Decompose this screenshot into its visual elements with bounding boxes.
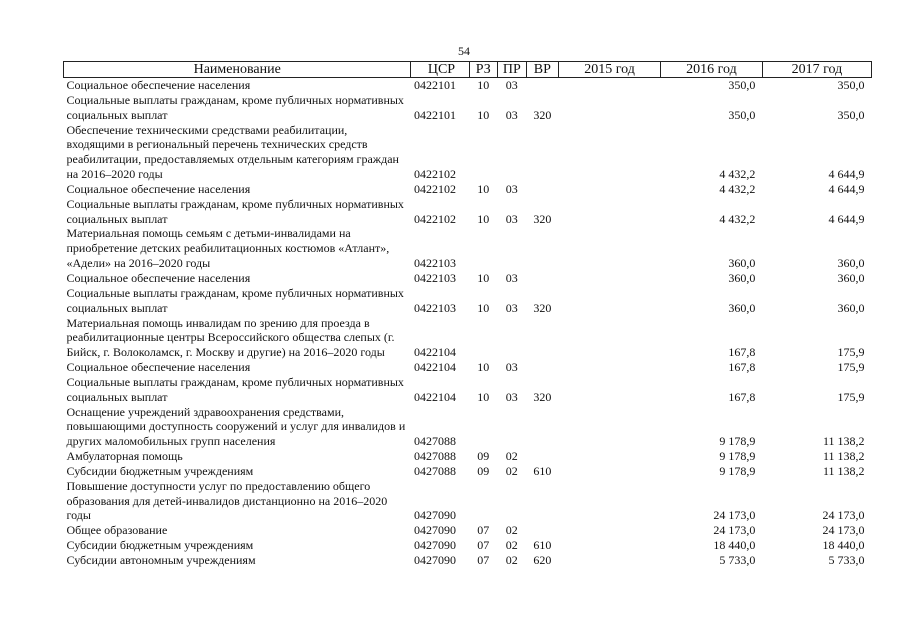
row-vr [526,360,559,375]
row-2015 [559,538,661,553]
row-csr: 0422103 [413,256,456,271]
row-2015 [559,360,661,375]
table-header-row [64,62,872,78]
row-name: Материальная помощь инвалидам по зрению для проезда в реабилитационные центры Всероссийского общества слепых (г. Бийск, г. Волоколамск, г. Москву и другие) на 2016–2020 годы [66,315,395,360]
row-name: Повышение доступности услуг по предоставлению общего образования для детей-инвалидов дистанционно на 2016–2020 годы [66,478,388,523]
table-row [64,182,872,197]
row-2016: 350,0 [728,78,756,92]
row-name: Социальное обеспечение населения [66,78,251,92]
row-vr: 620 [533,553,552,567]
row-rz: 07 [477,538,490,553]
row-rz [469,479,498,524]
row-vr [526,523,559,538]
row-pr [498,123,527,182]
row-2016: 24 173,0 [713,523,756,538]
table-row [64,197,872,227]
table-row [64,553,872,568]
row-2016: 5 733,0 [719,553,756,567]
row-rz [469,405,498,450]
row-2015 [559,78,661,93]
table-row [64,226,872,271]
row-2017: 175,9 [837,389,865,404]
row-2016: 350,0 [728,107,756,122]
table-row [64,405,872,450]
row-2016: 9 178,9 [719,434,756,449]
row-name: Субсидии бюджетным учреждениям [66,538,254,553]
row-vr [526,479,559,524]
row-2016: 360,0 [728,270,756,285]
row-vr [526,271,559,286]
row-2017: 5 733,0 [828,553,865,567]
row-pr [498,316,527,361]
row-2016: 167,8 [728,345,756,360]
row-2016: 24 173,0 [713,508,756,523]
row-vr: 320 [533,389,552,404]
row-name: Амбулаторная помощь [66,449,183,464]
table-row [64,316,872,361]
row-vr: 610 [533,538,552,553]
row-pr: 03 [505,107,518,122]
row-pr [498,479,527,524]
row-vr [526,449,559,464]
row-csr: 0427090 [413,523,456,538]
row-2015 [559,464,661,479]
row-vr: 320 [533,300,552,315]
row-2017: 350,0 [837,107,865,122]
row-2016: 9 178,9 [719,449,756,464]
page-number: 54 [458,44,470,58]
row-name: Социальные выплаты гражданам, кроме публичных нормативных социальных выплат [66,285,404,315]
row-name: Субсидии автономным учреждениям [66,553,256,567]
row-vr: 320 [533,107,552,122]
row-2017: 350,0 [837,78,865,92]
row-rz: 10 [477,107,490,122]
row-vr: 320 [533,211,552,226]
row-2015 [559,375,661,405]
header-2016: 2016 год [661,62,763,78]
row-2017: 360,0 [837,300,865,315]
row-csr: 0422103 [413,300,456,315]
row-2015 [559,226,661,271]
row-name: Социальное обеспечение населения [66,360,251,375]
row-rz: 10 [477,270,490,285]
row-csr: 0427090 [413,508,456,523]
header-pr: ПР [498,62,527,78]
row-rz: 09 [477,463,490,478]
row-rz: 07 [477,523,490,538]
row-csr: 0422102 [413,211,456,226]
row-2016: 167,8 [728,360,756,375]
row-csr: 0427088 [413,449,456,464]
row-pr: 02 [505,553,518,567]
row-rz: 09 [477,449,490,464]
row-csr: 0427088 [413,463,456,478]
table-row [64,360,872,375]
row-2017: 360,0 [837,270,865,285]
row-2016: 4 432,2 [719,167,756,182]
row-rz [469,226,498,271]
row-csr: 0422101 [413,107,456,122]
row-name: Оснащение учреждений здравоохранения средствами, повышающими доступность сооружений и услуг для инвалидов и других маломобильных групп населения [66,404,406,449]
row-name: Социальные выплаты гражданам, кроме публичных нормативных социальных выплат [66,92,404,122]
row-name: Социальные выплаты гражданам, кроме публичных нормативных социальных выплат [66,374,404,404]
header-rz: РЗ [469,62,498,78]
row-2017: 360,0 [837,256,865,271]
row-vr [526,405,559,450]
table-row [64,449,872,464]
row-2016: 360,0 [728,256,756,271]
row-2015 [559,316,661,361]
row-csr: 0422104 [413,345,456,360]
row-2015 [559,523,661,538]
table-row [64,479,872,524]
row-vr [526,78,559,93]
table-body [64,78,872,568]
row-pr: 03 [505,78,518,92]
row-pr: 03 [505,211,518,226]
row-2017: 175,9 [837,360,865,375]
row-csr: 0422102 [413,181,456,196]
row-rz: 10 [477,78,490,92]
row-2017: 18 440,0 [822,538,865,553]
budget-table [63,61,872,568]
table-row [64,78,872,93]
row-2015 [559,93,661,123]
row-csr: 0422104 [413,360,456,375]
table-row [64,375,872,405]
row-2016: 18 440,0 [713,538,756,553]
row-vr: 610 [533,463,552,478]
row-vr [526,226,559,271]
row-name: Обеспечение техническими средствами реабилитации, входящими в региональный перечень технических средств реабилитации, предоставляемых отдельным категориям граждан на 2016–2020 годы [66,122,399,182]
row-pr: 02 [505,463,518,478]
row-csr: 0422103 [413,270,456,285]
row-rz [469,316,498,361]
row-vr [526,316,559,361]
row-rz [469,123,498,182]
table-row [64,523,872,538]
row-rz: 10 [477,211,490,226]
row-2015 [559,553,661,568]
row-2017: 4 644,9 [828,181,865,196]
row-2017: 24 173,0 [822,523,865,538]
row-name: Социальное обеспечение населения [66,181,251,196]
row-csr: 0427090 [413,553,456,567]
row-2017: 11 138,2 [822,449,865,464]
row-rz: 10 [477,360,490,375]
row-pr [498,226,527,271]
table-row [64,123,872,182]
row-2015 [559,182,661,197]
row-pr: 03 [505,181,518,196]
table-row [64,93,872,123]
row-2016: 360,0 [728,300,756,315]
row-2015 [559,405,661,450]
row-2015 [559,449,661,464]
header-2017: 2017 год [762,62,871,78]
header-name: Наименование [64,62,411,78]
header-vr: ВР [526,62,559,78]
row-rz: 10 [477,300,490,315]
table-row [64,271,872,286]
row-2017: 24 173,0 [822,508,865,523]
row-2015 [559,123,661,182]
row-vr [526,182,559,197]
row-2016: 9 178,9 [719,463,756,478]
row-name: Общее образование [66,523,168,538]
row-pr [498,405,527,450]
row-pr: 03 [505,300,518,315]
row-name: Материальная помощь семьям с детьми-инвалидами на приобретение детских реабилитационных костюмов «Атлант», «Адели» на 2016–2020 годы [66,226,390,271]
row-csr: 0427088 [413,434,456,449]
row-csr: 0422101 [413,78,456,92]
row-pr: 03 [505,389,518,404]
row-2016: 4 432,2 [719,181,756,196]
row-pr: 02 [505,538,518,553]
row-rz: 10 [477,181,490,196]
row-csr: 0427090 [413,538,456,553]
row-2016: 167,8 [728,389,756,404]
row-name: Субсидии бюджетным учреждениям [66,463,254,478]
row-name: Социальные выплаты гражданам, кроме публичных нормативных социальных выплат [66,196,404,226]
header-csr: ЦСР [411,62,469,78]
row-2017: 11 138,2 [822,434,865,449]
row-vr [526,123,559,182]
row-csr: 0422104 [413,389,456,404]
row-name: Социальное обеспечение населения [66,270,251,285]
row-2015 [559,286,661,316]
table-row [64,538,872,553]
header-2015: 2015 год [559,62,661,78]
row-2015 [559,479,661,524]
row-2017: 11 138,2 [822,463,865,478]
row-2017: 4 644,9 [828,211,865,226]
row-pr: 03 [505,270,518,285]
row-2016: 4 432,2 [719,211,756,226]
row-pr: 03 [505,360,518,375]
row-rz: 07 [477,553,490,567]
row-2017: 4 644,9 [828,167,865,182]
row-2015 [559,197,661,227]
row-pr: 02 [505,449,518,464]
row-csr: 0422102 [413,167,456,182]
table-row [64,286,872,316]
row-pr: 02 [505,523,518,538]
row-rz: 10 [477,389,490,404]
row-2017: 175,9 [837,345,865,360]
row-2015 [559,271,661,286]
table-row [64,464,872,479]
